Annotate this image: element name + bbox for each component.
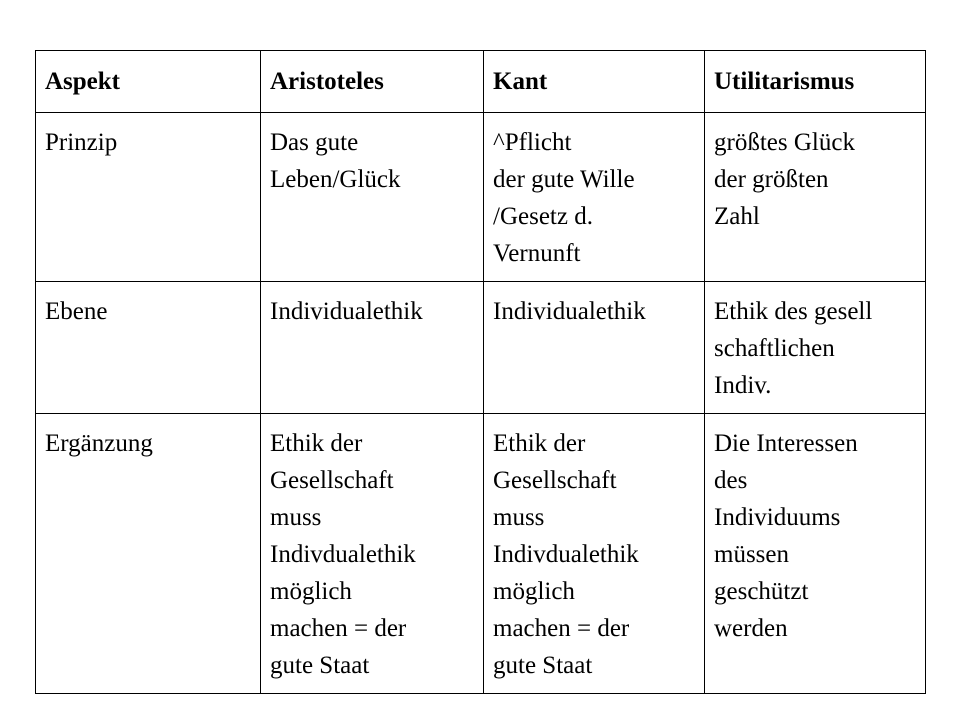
cell-aristoteles: Individualethik <box>261 282 484 414</box>
table-body <box>36 113 926 694</box>
ethics-comparison-table <box>35 50 926 694</box>
header-aspekt: Aspekt <box>36 51 261 113</box>
cell-aspekt: Ergänzung <box>36 414 261 694</box>
table-row <box>36 414 926 694</box>
header-row <box>36 51 926 113</box>
header-aristoteles: Aristoteles <box>261 51 484 113</box>
table-row <box>36 113 926 282</box>
cell-aristoteles: Das gute Leben/Glück <box>261 113 484 282</box>
cell-utilitarismus: größtes Glück der größten Zahl <box>705 113 926 282</box>
header-kant: Kant <box>484 51 705 113</box>
table-row <box>36 282 926 414</box>
table-header <box>36 51 926 113</box>
cell-aspekt: Ebene <box>36 282 261 414</box>
cell-aristoteles: Ethik der Gesellschaft muss Indivdualethik möglich machen = der gute Staat <box>261 414 484 694</box>
cell-utilitarismus: Ethik des gesell schaftlichen Indiv. <box>705 282 926 414</box>
cell-kant: Individualethik <box>484 282 705 414</box>
cell-utilitarismus: Die Interessen des Individuums müssen geschützt werden <box>705 414 926 694</box>
cell-kant: Ethik der Gesellschaft muss Indivdualethik möglich machen = der gute Staat <box>484 414 705 694</box>
cell-kant: ^Pflicht der gute Wille /Gesetz d. Vernunft <box>484 113 705 282</box>
cell-aspekt: Prinzip <box>36 113 261 282</box>
header-utilitarismus: Utilitarismus <box>705 51 926 113</box>
